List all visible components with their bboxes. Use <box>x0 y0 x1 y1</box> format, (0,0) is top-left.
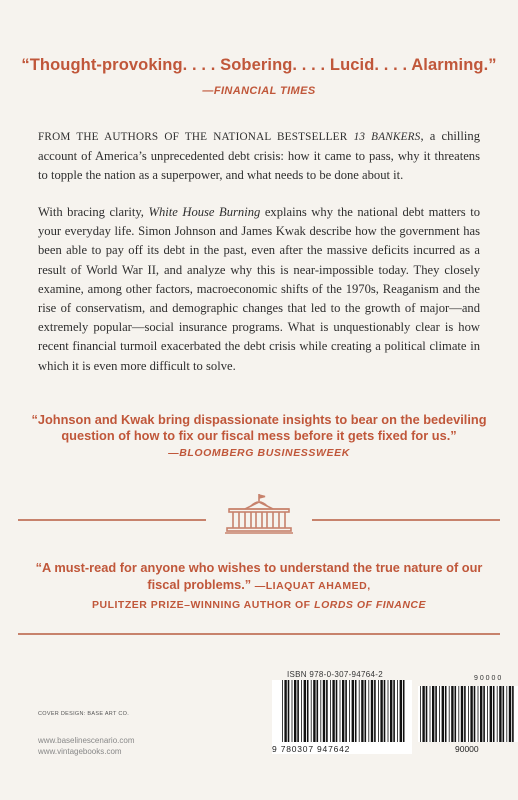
low-quote-text: “A must-read for anyone who wishes to understand the true nature of our fiscal problems.” <box>35 560 483 592</box>
description-body: explains why the national debt matters to your everyday life. Simon Johnson and James Kwak describe how the government has been able to pay off its debt in the past, even after the massive deficits incurred as a result of World War II, and analyze why this is near-impossible today. They closely examine, among other factors, macroeconomic shifts of the 1970s, Reaganism and the rise of conservatism, and demographic changes that led to the growth of major—and extremely popular—social insurance programs. What is unquestionably clear is how recent financial turmoil exacerbated the debt crisis while creating a political climate in which it is even more difficult to solve. <box>38 205 481 373</box>
price-code: 90000 <box>455 744 479 754</box>
price-barcode <box>418 686 518 742</box>
low-quote <box>30 559 488 614</box>
intro-rest: , a chilling account of America’s unprecedented debt crisis: how it came to pass, why it threatens to topple the nation as a superpower, and what needs to be done about it. <box>38 129 481 183</box>
description-title: White House Burning <box>148 205 261 219</box>
low-quote-attribution-book: LORDS OF FINANCE <box>314 599 426 611</box>
white-house-icon <box>225 492 293 536</box>
barcode-digits: 9 780307 947642 <box>272 744 351 754</box>
url-vintagebooks[interactable]: www.vintagebooks.com <box>38 747 122 756</box>
divider-bottom <box>18 633 500 635</box>
divider-left <box>18 519 206 521</box>
intro-book-title: 13 BANKERS <box>353 131 421 143</box>
price-code-top: 9 0 0 0 0 <box>474 675 502 682</box>
low-quote-attribution-name: —LIAQUAT AHAMED, <box>254 580 371 592</box>
description-paragraph <box>38 203 480 376</box>
cover-credit: COVER DESIGN: BASE ART CO. <box>38 711 130 717</box>
top-quote-attribution: —FINANCIAL TIMES <box>202 85 316 97</box>
description-lead: With bracing clarity, <box>38 205 144 219</box>
mid-quote: “Johnson and Kwak bring dispassionate insights to bear on the bedeviling question of how to fix our fiscal mess before it gets fixed for us.” <box>31 412 487 443</box>
url-baselinescenario[interactable]: www.baselinescenario.com <box>38 736 135 745</box>
isbn-barcode <box>272 680 412 754</box>
isbn-label: ISBN 978-0-307-94764-2 <box>287 670 383 679</box>
intro-lead: FROM THE AUTHORS OF THE NATIONAL BESTSELLER <box>38 131 348 143</box>
top-quote: “Thought-provoking. . . . Sobering. . . . Lucid. . . . Alarming.” <box>21 56 497 74</box>
low-quote-attribution-role: PULITZER PRIZE–WINNING AUTHOR OF <box>91 599 311 611</box>
divider-right <box>312 519 500 521</box>
intro-paragraph <box>38 127 480 186</box>
mid-quote-attribution: —BLOOMBERG BUSINESSWEEK <box>168 447 350 459</box>
